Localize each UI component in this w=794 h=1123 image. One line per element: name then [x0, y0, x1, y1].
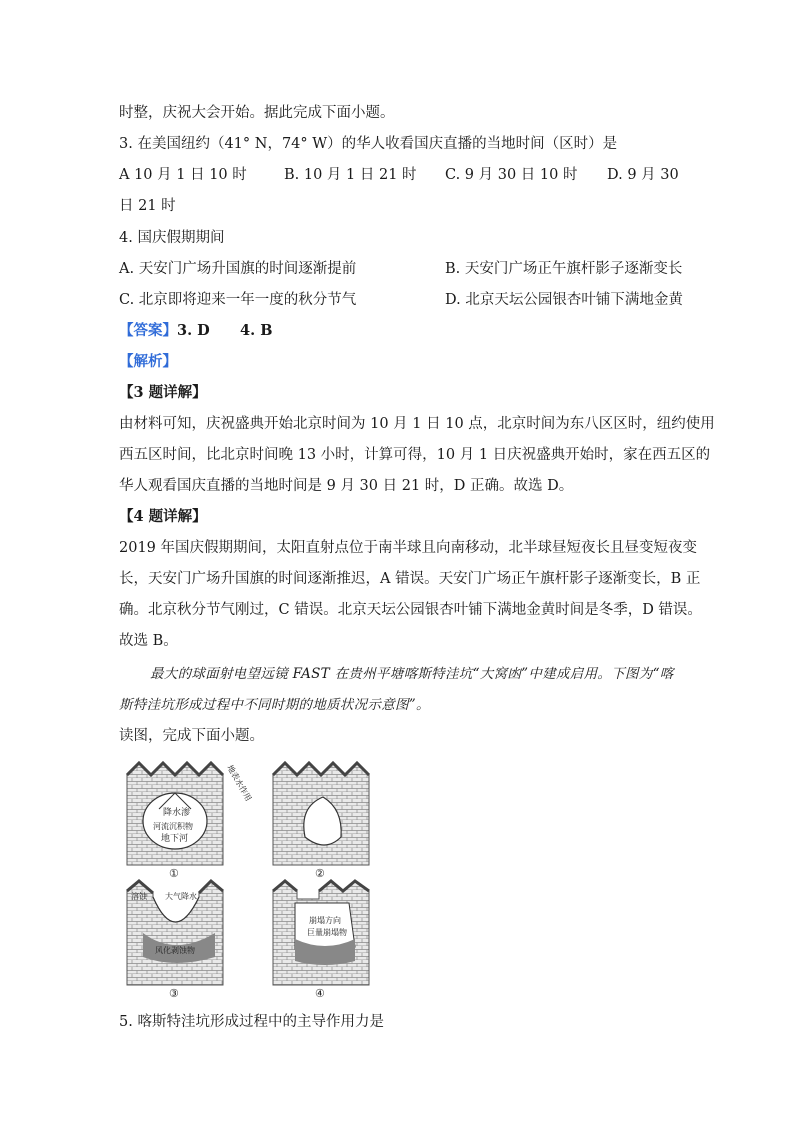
q4-detail-tag: 【4 题详解】 [119, 508, 207, 525]
q3-detail-tag: 【3 题详解】 [119, 384, 207, 401]
q3-option-a: A 10 月 1 日 10 时 [119, 167, 247, 183]
karst-formation-figure [119, 757, 383, 1001]
q3-option-d-cont: 日 21 时 [119, 198, 176, 214]
karst-diagram [119, 757, 383, 1001]
q3-detail-line-1: 由材料可知，庆祝盛典开始北京时间为 10 月 1 日 10 点，北京时间为东八区区时，纽约使用 [119, 416, 715, 432]
question-4: 4. 国庆假期期间 [119, 230, 225, 246]
q4-option-d: D. 北京天坛公园银杏叶铺下满地金黄 [445, 292, 683, 308]
answer-tag: 【答案】 [119, 322, 177, 339]
q4-detail-line-4: 故选 B。 [119, 633, 178, 649]
panel-2 [273, 763, 369, 880]
q3-option-d: D. 9 月 30 [607, 167, 679, 183]
question-3: 3. 在美国纽约（41° N，74° W）的华人收看国庆直播的当地时间（区时）是 [119, 136, 618, 152]
p1-side-label: 地表水作用 [225, 763, 254, 803]
panel-label-2: ② [315, 867, 325, 880]
panel-3 [127, 881, 223, 1000]
p4-label-collapse-dir: 崩塌方向 [309, 916, 341, 925]
p1-label-rain: 降水渗 [163, 808, 191, 818]
panel-1 [127, 763, 254, 880]
q4-option-a: A. 天安门广场升国旗的时间逐渐提前 [119, 261, 357, 277]
p1-label-river: 地下河 [161, 834, 189, 844]
panel-label-4: ④ [315, 987, 325, 1000]
q3-detail-line-2: 西五区时间，比北京时间晚 13 小时，计算可得，10 月 1 日庆祝盛典开始时，家在西五区的 [119, 447, 711, 463]
question-5: 5. 喀斯特洼坑形成过程中的主导作用力是 [119, 1014, 384, 1030]
p3-label-rain: 大气降水 [165, 892, 197, 901]
material-note-line-1: 最大的球面射电望远镜 FAST 在贵州平塘喀斯特洼坑“大窝凼”中建成启用。下图为“喀 [150, 666, 674, 682]
material-note-line-2: 斯特洼坑形成过程中不同时期的地质状况示意图”。 [119, 697, 430, 713]
q4-detail-line-3: 确。北京秋分节气刚过，C 错误。北京天坛公园银杏叶铺下满地金黄时间是冬季，D 错误。 [119, 602, 702, 618]
q4-detail-line-1: 2019 年国庆假期期间，太阳直射点位于南半球且向南移动，北半球昼短夜长且昼变短夜变 [119, 540, 698, 556]
answer-text: 3. D 4. B [177, 322, 273, 339]
analysis-tag: 【解析】 [119, 353, 177, 370]
panel-label-1: ① [169, 867, 179, 880]
q4-detail-line-2: 长，天安门广场升国旗的时间逐渐推迟，A 错误。天安门广场正午旗杆影子逐渐变长，B 正 [119, 571, 701, 587]
q4-option-c: C. 北京即将迎来一年一度的秋分节气 [119, 292, 357, 308]
p3-label-dissolve: 溶蚀 [131, 892, 147, 901]
q4-option-b: B. 天安门广场正午旗杆影子逐渐变长 [445, 261, 683, 277]
q3-option-c: C. 9 月 30 日 10 时 [445, 167, 578, 183]
question-intro-line: 时整，庆祝大会开始。据此完成下面小题。 [119, 105, 395, 121]
p1-label-sediment: 河流沉积物 [153, 822, 193, 831]
panel-label-3: ③ [169, 987, 179, 1000]
read-instruction: 读图，完成下面小题。 [119, 728, 264, 744]
panel-4 [273, 881, 369, 1000]
p3-label-weathering: 风化剥蚀物 [155, 946, 195, 955]
answer-line [119, 321, 273, 341]
q3-option-b: B. 10 月 1 日 21 时 [284, 167, 417, 183]
q3-detail-line-3: 华人观看国庆直播的当地时间是 9 月 30 日 21 时，D 正确。故选 D。 [119, 478, 574, 494]
p4-label-debris: 巨量崩塌物 [307, 928, 347, 937]
